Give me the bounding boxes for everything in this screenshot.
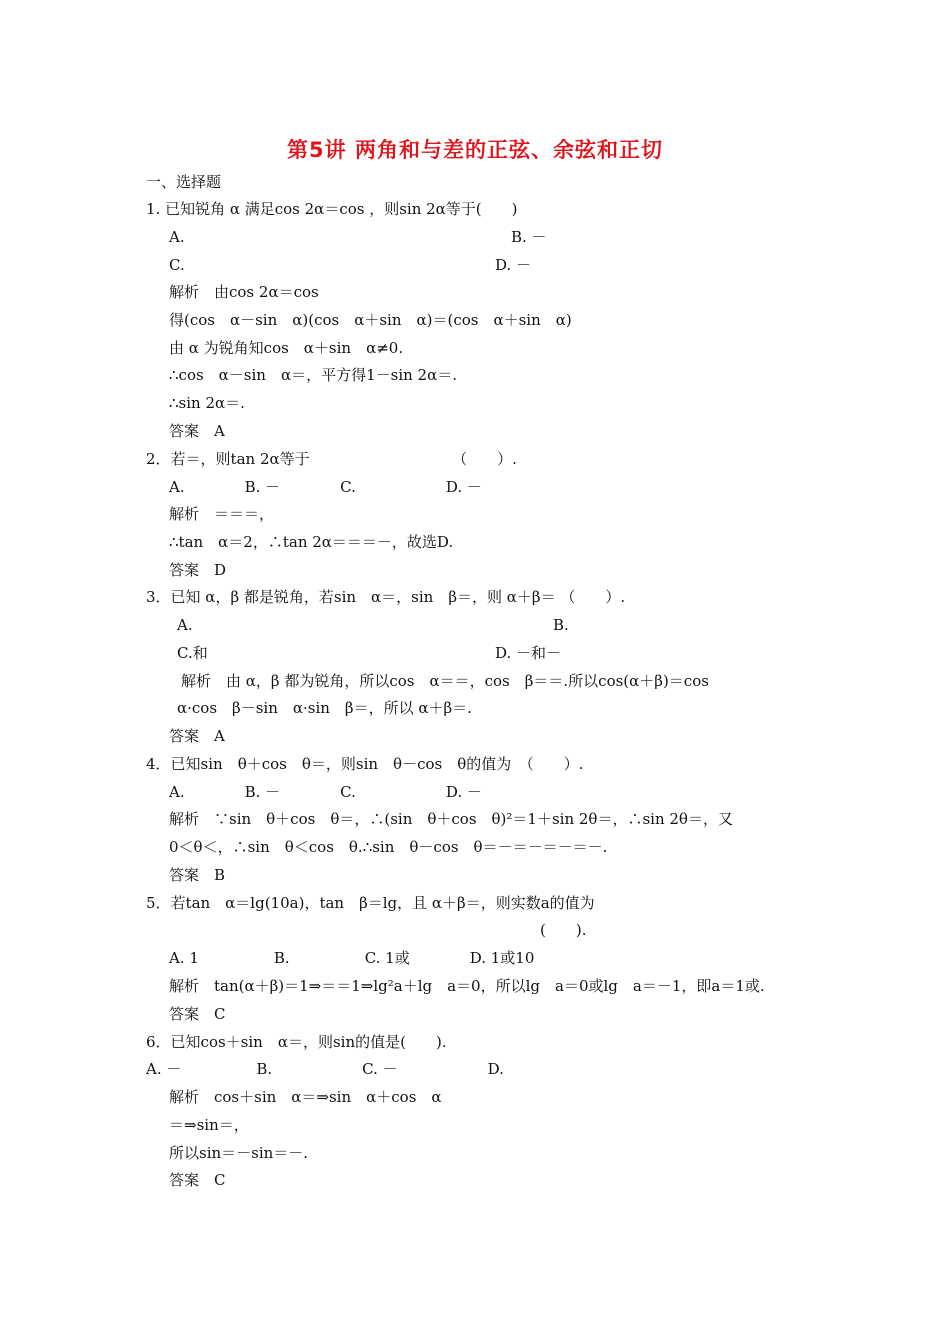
q1-c: C.	[169, 256, 185, 274]
page-title: 第5讲 两角和与差的正弦、余弦和正切	[287, 138, 663, 162]
q4-options: A. B. － C. D. －	[169, 783, 482, 801]
q5-answer: 答案 C	[169, 1005, 226, 1023]
q3-d: D. －和－	[495, 644, 562, 662]
q2-options: A. B. － C. D. －	[169, 478, 482, 496]
q3-stem: 3．已知 α，β 都是锐角，若sin α＝，sin β＝，则 α＋β＝ （ ）.	[146, 588, 626, 606]
q1-a: A.	[169, 228, 185, 246]
q4-stem: 4．已知sin θ＋cos θ＝，则sin θ－cos θ的值为 （ ）.	[146, 755, 584, 773]
q5-options: A. 1 B. C. 1或 D. 1或10	[169, 949, 535, 967]
q1-sol-1: 解析 由cos 2α＝cos	[169, 283, 319, 301]
q3-sol-1: 解析 由 α，β 都为锐角，所以cos α＝＝，cos β＝＝.所以cos(α＋β)＝cos	[181, 672, 709, 690]
q6-sol-2: ＝⇒sin＝，	[169, 1116, 249, 1134]
q6-stem: 6．已知cos＋sin α＝，则sin的值是( ).	[146, 1033, 447, 1051]
q5-sol-1: 解析 tan(α＋β)＝1⇒＝＝1⇒lg²a＋lg a＝0，所以lg a＝0或lg a＝－1，即a＝1或.	[169, 977, 765, 995]
q1-answer: 答案 A	[169, 422, 225, 440]
q5-stem: 5．若tan α＝lg(10a)，tan β＝lg，且 α＋β＝，则实数a的值为	[146, 894, 595, 912]
q2-sol-1: 解析 ＝＝＝，	[169, 505, 275, 523]
q3-sol-2: α·cos β－sin α·sin β＝，所以 α＋β＝.	[177, 699, 472, 717]
q3-c: C.和	[177, 644, 208, 662]
q2-answer: 答案 D	[169, 561, 227, 579]
q6-sol-3: 所以sin＝－sin＝－.	[169, 1144, 309, 1162]
q1-sol-3: 由 α 为锐角知cos α＋sin α≠0.	[169, 339, 404, 357]
section-heading: 一、选择题	[146, 173, 222, 191]
q2-sol-2: ∴tan α＝2，∴tan 2α＝＝＝－，故选D.	[169, 533, 454, 551]
q1-stem: 1. 已知锐角 α 满足cos 2α＝cos ，则sin 2α等于( )	[146, 200, 518, 218]
q1-sol-5: ∴sin 2α＝.	[169, 394, 245, 412]
q3-b: B.	[553, 616, 569, 634]
q1-d: D. －	[495, 256, 532, 274]
q1-sol-4: ∴cos α－sin α＝，平方得1－sin 2α＝.	[169, 366, 457, 384]
q5-paren: ( ).	[540, 921, 587, 939]
q4-sol-1: 解析 ∵sin θ＋cos θ＝，∴(sin θ＋cos θ)²＝1＋sin 2θ＝，∴sin 2θ＝，又	[169, 810, 733, 828]
q6-options: A. － B. C. － D.	[146, 1060, 504, 1078]
q3-answer: 答案 A	[169, 727, 225, 745]
q6-answer: 答案 C	[169, 1171, 226, 1189]
q4-answer: 答案 B	[169, 866, 226, 884]
q6-sol-1: 解析 cos＋sin α＝⇒sin α＋cos α	[169, 1088, 442, 1106]
q1-b: B. －	[511, 228, 547, 246]
q2-stem: 2．若＝，则tan 2α等于 （ ）.	[146, 450, 517, 468]
q4-sol-2: 0＜θ＜，∴sin θ＜cos θ.∴sin θ－cos θ＝－＝－＝－＝－.	[169, 838, 608, 856]
q1-sol-2: 得(cos α－sin α)(cos α＋sin α)＝(cos α＋sin α)	[169, 311, 572, 329]
q3-a: A.	[177, 616, 193, 634]
